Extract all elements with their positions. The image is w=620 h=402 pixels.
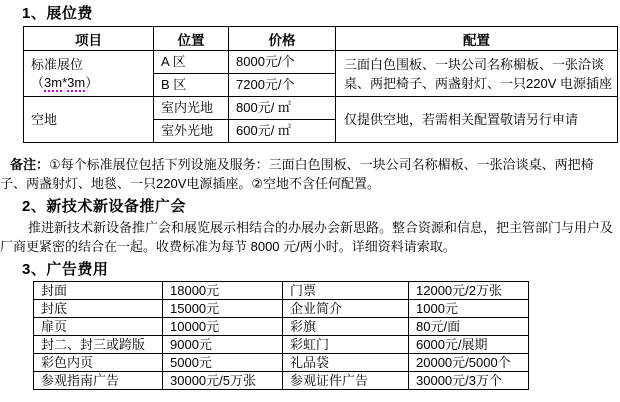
ad-price-cell: 12000元/2万张 (409, 282, 529, 300)
booth-dim1: 3m (44, 74, 63, 90)
ad-item-cell: 参观指南广告 (34, 372, 163, 390)
table-row (34, 336, 529, 354)
zone-a-location-cell: A 区 (154, 51, 229, 74)
table-row (34, 354, 529, 372)
outdoor-location-cell: 室外光地 (154, 120, 229, 143)
ad-item-cell: 封二、封三或跨版 (34, 336, 163, 354)
column-header-config: 配置 (336, 27, 618, 51)
booth-fee-table (23, 26, 618, 143)
zone-b-location-cell: B 区 (154, 74, 229, 97)
ad-item-cell: 礼品袋 (283, 354, 409, 372)
indoor-location-cell: 室内光地 (154, 97, 229, 120)
section-title-ad-fee: 3、广告费用 (22, 261, 109, 278)
ad-item-cell: 彩色内页 (34, 354, 163, 372)
ad-item-cell: 参观证件广告 (283, 372, 409, 390)
standard-booth-name-cell (24, 51, 154, 97)
booth-name-suffix: ） (85, 74, 99, 90)
note-body: ①每个标准展位包括下列设施及服务：三面白色围板、一块公司名称楣板、一张洽谈桌、两把椅子、两盏射灯、地毯、一只220V电源插座。②空地不含任何配置。 (0, 157, 594, 191)
ad-item-cell: 封面 (34, 282, 163, 300)
open-space-name-cell: 空地 (24, 97, 154, 143)
table-row (34, 372, 529, 390)
table-row (34, 300, 529, 318)
ad-item-cell: 彩虹门 (283, 336, 409, 354)
ad-item-cell: 企业简介 (283, 300, 409, 318)
note-label: 备注： (10, 157, 50, 172)
ad-item-cell: 封底 (34, 300, 163, 318)
table-row (34, 318, 529, 336)
booth-dim2: 3m (67, 74, 86, 90)
ad-price-cell: 5000元 (163, 354, 283, 372)
section-title-promotion: 2、新技术新设备推广会 (22, 198, 186, 215)
ad-price-cell: 10000元 (163, 318, 283, 336)
ad-item-cell: 扉页 (34, 318, 163, 336)
column-header-item: 项目 (24, 27, 154, 51)
ad-price-cell: 6000元/展期 (409, 336, 529, 354)
table-row (24, 97, 618, 120)
zone-a-price-cell: 8000元/个 (229, 51, 336, 74)
ad-price-cell: 9000元 (163, 336, 283, 354)
booth-fee-header-row (24, 27, 618, 51)
column-header-price: 价格 (229, 27, 336, 51)
ad-price-cell: 15000元 (163, 300, 283, 318)
ad-price-cell: 80元/面 (409, 318, 529, 336)
ad-item-cell: 彩旗 (283, 318, 409, 336)
ad-price-cell: 20000元/5000个 (409, 354, 529, 372)
table-row (24, 51, 618, 74)
open-space-config-cell: 仅提供空地，若需相关配置敬请另行申请 (336, 97, 618, 143)
outdoor-price-cell: 600元/ ㎡ (229, 120, 336, 143)
promotion-paragraph: 推进新技术新设备推广会和展览展示相结合的办展办会新思路。整合资源和信息，把主管部门与用户及厂商更紧密的结合在一起。收费标准为每节 8000 元/两小时。详细资料请索取。 (0, 220, 614, 254)
ad-fee-table (33, 281, 529, 390)
ad-price-cell: 18000元 (163, 282, 283, 300)
booth-dim-star: * (62, 74, 68, 90)
ad-item-cell: 门票 (283, 282, 409, 300)
ad-price-cell: 30000元/5万张 (163, 372, 283, 390)
ad-price-cell: 1000元 (409, 300, 529, 318)
ad-price-cell: 30000元/3万个 (409, 372, 529, 390)
zone-b-price-cell: 7200元/个 (229, 74, 336, 97)
note-paragraph (0, 155, 620, 193)
booth-name-prefix: 标准展位（ (31, 56, 84, 90)
table-row (34, 282, 529, 300)
indoor-price-cell: 800元/ ㎡ (229, 97, 336, 120)
column-header-location: 位置 (154, 27, 229, 51)
standard-booth-config-cell: 三面白色围板、一块公司名称楣板、一张洽谈桌、两把椅子、两盏射灯、一只220V 电源插座 (336, 51, 618, 97)
section-title-booth-fee: 1、展位费 (22, 5, 93, 22)
